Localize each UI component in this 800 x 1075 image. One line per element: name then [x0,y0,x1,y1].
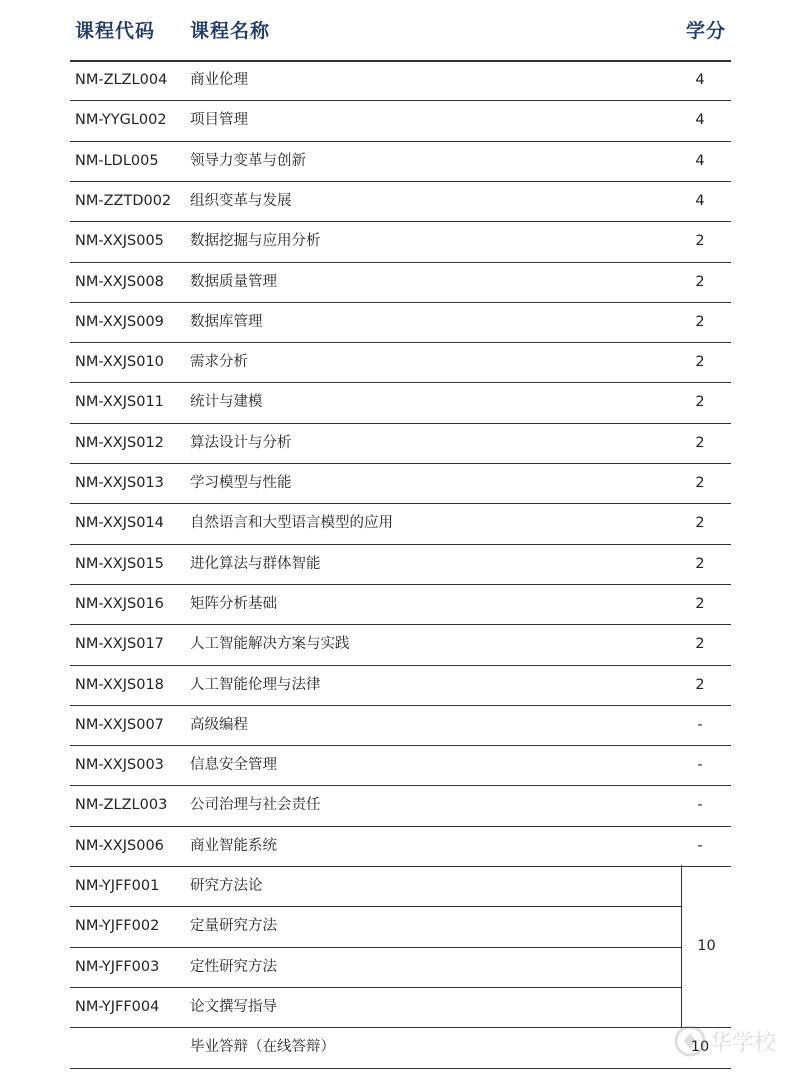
course-credit: 2 [695,555,705,572]
table-row [0,181,800,221]
table-row [0,342,800,382]
course-code: NM-ZLZL003 [75,797,168,814]
course-code: NM-YJFF003 [75,958,160,975]
course-name: 定性研究方法 [190,958,277,975]
course-code: NM-XXJS005 [75,233,164,250]
course-code: NM-XXJS010 [75,354,164,371]
course-name: 毕业答辩（在线答辩） [190,1039,335,1056]
header-course-code: 课程代码 [75,20,156,42]
course-name: 公司治理与社会责任 [190,797,321,814]
watermark-text: 华学校 [710,1031,777,1056]
course-code: NM-XXJS012 [75,434,164,451]
course-name: 数据质量管理 [190,273,277,290]
course-credit: - [697,837,703,854]
course-name: 数据挖掘与应用分析 [190,233,321,250]
course-code: NM-YJFF002 [75,918,160,935]
research-group-credit: 10 [697,938,716,954]
course-name: 自然语言和大型语言模型的应用 [190,515,393,532]
course-credit: - [697,757,703,774]
course-name: 研究方法论 [190,878,263,894]
course-code: NM-XXJS008 [75,273,164,290]
table-row [0,544,800,584]
course-credit: 4 [695,152,705,169]
research-row [0,947,800,987]
table-row [0,624,800,664]
course-code: NM-XXJS006 [75,837,164,854]
course-credit: - [697,797,703,814]
course-credit: 2 [695,595,705,612]
course-name: 项目管理 [190,112,248,129]
course-code: NM-XXJS007 [75,716,164,733]
table-row [0,584,800,624]
research-row [0,906,800,946]
table-row [0,60,800,100]
course-name: 统计与建模 [190,394,263,411]
course-code: NM-XXJS003 [75,757,164,774]
table-row [0,302,800,342]
table-header [0,0,800,60]
course-credit: 2 [695,475,705,491]
course-name: 学习模型与性能 [190,475,292,491]
course-name: 进化算法与群体智能 [190,555,321,572]
course-code: NM-YJFF001 [75,878,160,894]
table-row [0,423,800,463]
watermark-logo-icon [672,1015,792,1069]
table-row [0,745,800,785]
course-name: 定量研究方法 [190,918,277,935]
course-credit: 2 [695,313,705,330]
table-row [0,100,800,140]
course-credit: 2 [695,273,705,290]
course-name: 信息安全管理 [190,757,277,774]
table-row [0,463,800,503]
course-name: 高级编程 [190,716,248,733]
course-code: NM-ZZTD002 [75,192,172,209]
course-credit: - [697,716,703,733]
course-code: NM-XXJS018 [75,676,164,693]
table-row [0,382,800,422]
course-credit: 2 [695,636,705,653]
course-name: 矩阵分析基础 [190,595,277,612]
course-code: NM-XXJS017 [75,636,164,653]
course-code: NM-XXJS016 [75,595,164,612]
course-credit: 4 [695,192,705,209]
course-code: NM-LDL005 [75,152,159,169]
course-name: 人工智能解决方案与实践 [190,636,350,653]
course-name: 领导力变革与创新 [190,152,306,169]
course-code: NM-YJFF004 [75,998,160,1015]
course-credit: 2 [695,354,705,371]
table-row [0,503,800,543]
course-credit: 4 [695,112,705,129]
table-row [0,221,800,261]
table-row [0,785,800,825]
course-code: NM-XXJS015 [75,555,164,572]
header-course-name: 课程名称 [190,20,271,42]
course-credit: 2 [695,515,705,532]
table-row [0,262,800,302]
course-name: 算法设计与分析 [190,434,292,451]
course-code: NM-XXJS014 [75,515,164,532]
course-name: 论文撰写指导 [190,998,277,1015]
course-code: NM-YYGL002 [75,112,167,129]
course-credit: 2 [695,676,705,693]
course-credit: 4 [695,72,705,88]
course-credit: 2 [695,394,705,411]
table-row [0,826,800,866]
header-credit: 学分 [685,20,726,42]
row-divider [70,1068,731,1069]
course-name: 商业伦理 [190,72,248,88]
course-name: 商业智能系统 [190,837,277,854]
research-row [0,866,800,906]
table-row [0,705,800,745]
course-credit: 2 [695,233,705,250]
course-code: NM-XXJS013 [75,475,164,491]
course-name: 组织变革与发展 [190,192,292,209]
course-name: 需求分析 [190,354,248,371]
course-code: NM-XXJS009 [75,313,164,330]
course-code: NM-ZLZL004 [75,72,168,88]
course-name: 人工智能伦理与法律 [190,676,321,693]
course-name: 数据库管理 [190,313,263,330]
table-row [0,665,800,705]
course-credit: 2 [695,434,705,451]
table-row [0,141,800,181]
course-code: NM-XXJS011 [75,394,164,411]
course-credit: 10 [690,1039,710,1056]
